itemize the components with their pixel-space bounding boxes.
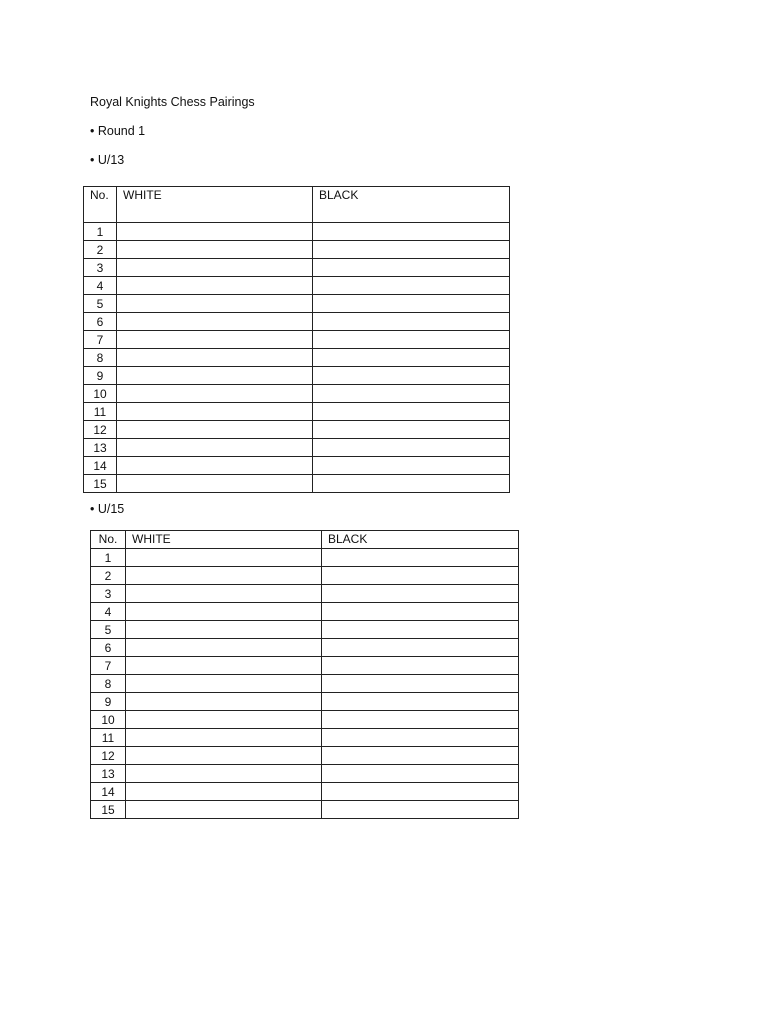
row-number-cell: 7 xyxy=(84,331,117,349)
black-player-cell xyxy=(322,711,519,729)
row-number-cell: 8 xyxy=(91,675,126,693)
black-player-cell xyxy=(313,421,510,439)
row-number-cell: 9 xyxy=(84,367,117,385)
header-black: BLACK xyxy=(322,531,519,549)
white-player-cell xyxy=(126,747,322,765)
row-number-cell: 5 xyxy=(84,295,117,313)
white-player-cell xyxy=(126,711,322,729)
row-number-cell: 9 xyxy=(91,693,126,711)
table-row xyxy=(84,259,510,277)
row-number-cell: 6 xyxy=(91,639,126,657)
black-player-cell xyxy=(313,439,510,457)
table-row xyxy=(84,457,510,475)
header-no: No. xyxy=(84,187,117,223)
white-player-cell xyxy=(126,549,322,567)
white-player-cell xyxy=(117,241,313,259)
row-number-cell: 12 xyxy=(91,747,126,765)
black-player-cell xyxy=(322,603,519,621)
white-player-cell xyxy=(117,349,313,367)
header-no: No. xyxy=(91,531,126,549)
table-row xyxy=(84,385,510,403)
row-number-cell: 15 xyxy=(91,801,126,819)
table-row xyxy=(84,421,510,439)
black-player-cell xyxy=(313,475,510,493)
document-title: Royal Knights Chess Pairings xyxy=(90,95,255,109)
table-row xyxy=(91,639,519,657)
black-player-cell xyxy=(322,747,519,765)
black-player-cell xyxy=(313,457,510,475)
black-player-cell xyxy=(322,675,519,693)
row-number-cell: 14 xyxy=(84,457,117,475)
black-player-cell xyxy=(322,783,519,801)
table-row xyxy=(91,801,519,819)
table-row xyxy=(91,657,519,675)
table-row xyxy=(84,223,510,241)
pairings-table-u15 xyxy=(90,530,519,819)
round-label: • Round 1 xyxy=(90,124,146,138)
white-player-cell xyxy=(117,331,313,349)
black-player-cell xyxy=(313,349,510,367)
row-number-cell: 3 xyxy=(84,259,117,277)
white-player-cell xyxy=(117,421,313,439)
table-row xyxy=(84,403,510,421)
table-row xyxy=(84,331,510,349)
white-player-cell xyxy=(126,603,322,621)
black-player-cell xyxy=(313,385,510,403)
white-player-cell xyxy=(126,621,322,639)
table-row xyxy=(91,567,519,585)
white-player-cell xyxy=(126,567,322,585)
row-number-cell: 15 xyxy=(84,475,117,493)
row-number-cell: 2 xyxy=(84,241,117,259)
table-body-u13 xyxy=(84,223,510,493)
black-player-cell xyxy=(313,241,510,259)
black-player-cell xyxy=(322,729,519,747)
table-row xyxy=(91,549,519,567)
table-row xyxy=(84,277,510,295)
white-player-cell xyxy=(126,675,322,693)
table-header-row xyxy=(91,531,519,549)
table-row xyxy=(84,241,510,259)
header-white: WHITE xyxy=(117,187,313,223)
white-player-cell xyxy=(126,693,322,711)
row-number-cell: 11 xyxy=(91,729,126,747)
row-number-cell: 14 xyxy=(91,783,126,801)
row-number-cell: 7 xyxy=(91,657,126,675)
black-player-cell xyxy=(322,621,519,639)
white-player-cell xyxy=(126,585,322,603)
table-row xyxy=(91,747,519,765)
white-player-cell xyxy=(117,313,313,331)
black-player-cell xyxy=(313,277,510,295)
white-player-cell xyxy=(117,457,313,475)
row-number-cell: 11 xyxy=(84,403,117,421)
white-player-cell xyxy=(117,223,313,241)
white-player-cell xyxy=(117,259,313,277)
row-number-cell: 2 xyxy=(91,567,126,585)
white-player-cell xyxy=(117,439,313,457)
table-row xyxy=(91,621,519,639)
black-player-cell xyxy=(313,259,510,277)
table-row xyxy=(84,313,510,331)
section-label-u15: • U/15 xyxy=(90,502,125,516)
section-label-u13: • U/13 xyxy=(90,153,125,167)
table-row xyxy=(84,475,510,493)
black-player-cell xyxy=(313,313,510,331)
row-number-cell: 6 xyxy=(84,313,117,331)
header-white: WHITE xyxy=(126,531,322,549)
table-row xyxy=(84,295,510,313)
row-number-cell: 13 xyxy=(91,765,126,783)
row-number-cell: 4 xyxy=(84,277,117,295)
row-number-cell: 3 xyxy=(91,585,126,603)
white-player-cell xyxy=(117,403,313,421)
black-player-cell xyxy=(313,331,510,349)
table-row xyxy=(91,711,519,729)
row-number-cell: 1 xyxy=(84,223,117,241)
white-player-cell xyxy=(117,475,313,493)
black-player-cell xyxy=(322,549,519,567)
table-row xyxy=(84,439,510,457)
row-number-cell: 5 xyxy=(91,621,126,639)
white-player-cell xyxy=(117,385,313,403)
row-number-cell: 10 xyxy=(91,711,126,729)
black-player-cell xyxy=(322,801,519,819)
table-row xyxy=(91,729,519,747)
row-number-cell: 12 xyxy=(84,421,117,439)
row-number-cell: 8 xyxy=(84,349,117,367)
table-header-row xyxy=(84,187,510,223)
row-number-cell: 10 xyxy=(84,385,117,403)
white-player-cell xyxy=(126,783,322,801)
black-player-cell xyxy=(322,585,519,603)
black-player-cell xyxy=(322,567,519,585)
table-row xyxy=(91,603,519,621)
white-player-cell xyxy=(126,729,322,747)
row-number-cell: 4 xyxy=(91,603,126,621)
black-player-cell xyxy=(322,639,519,657)
white-player-cell xyxy=(126,639,322,657)
table-row xyxy=(91,765,519,783)
black-player-cell xyxy=(313,223,510,241)
header-black: BLACK xyxy=(313,187,510,223)
white-player-cell xyxy=(126,657,322,675)
black-player-cell xyxy=(322,657,519,675)
white-player-cell xyxy=(117,277,313,295)
table-row xyxy=(84,367,510,385)
black-player-cell xyxy=(322,693,519,711)
table-row xyxy=(91,783,519,801)
white-player-cell xyxy=(126,801,322,819)
black-player-cell xyxy=(322,765,519,783)
row-number-cell: 13 xyxy=(84,439,117,457)
table-body-u15 xyxy=(91,549,519,819)
table-row xyxy=(91,693,519,711)
white-player-cell xyxy=(117,295,313,313)
table-row xyxy=(84,349,510,367)
white-player-cell xyxy=(117,367,313,385)
row-number-cell: 1 xyxy=(91,549,126,567)
table-row xyxy=(91,585,519,603)
white-player-cell xyxy=(126,765,322,783)
pairings-table-u13 xyxy=(83,186,510,493)
black-player-cell xyxy=(313,403,510,421)
black-player-cell xyxy=(313,367,510,385)
table-row xyxy=(91,675,519,693)
black-player-cell xyxy=(313,295,510,313)
